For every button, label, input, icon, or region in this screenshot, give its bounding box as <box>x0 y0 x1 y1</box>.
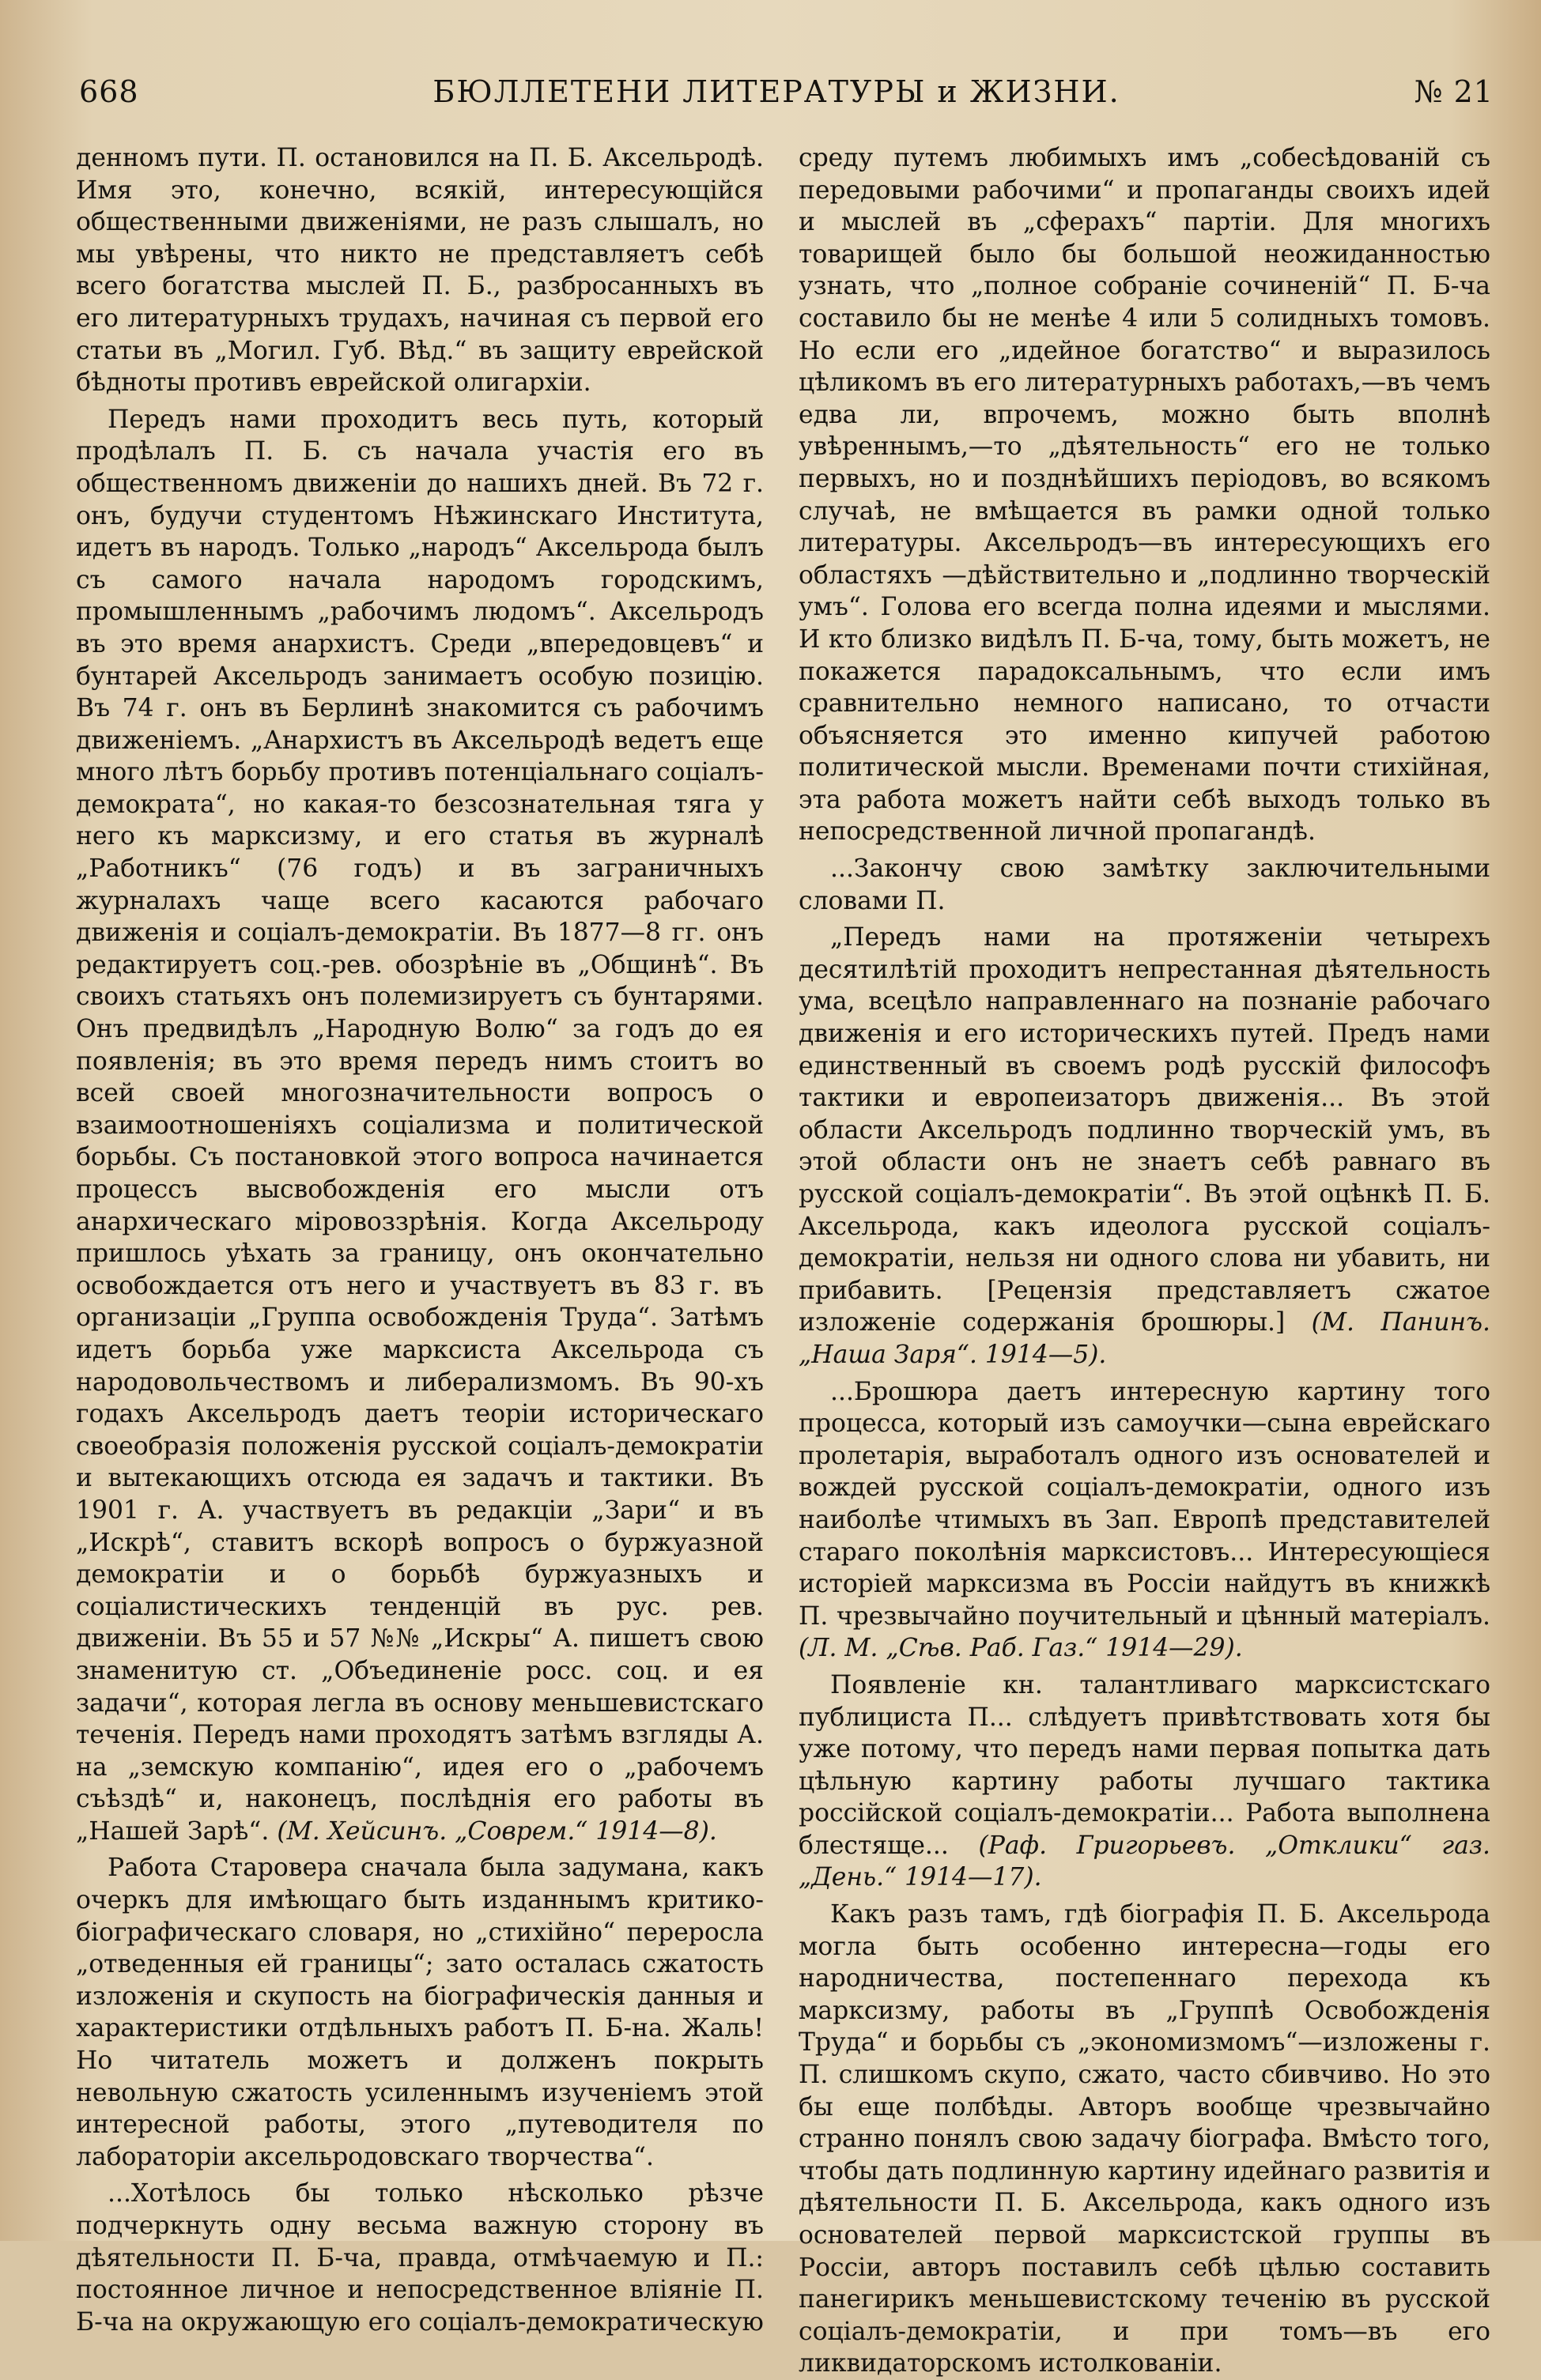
paragraph: ...Закончу свою замѣтку заключительными словами П. <box>799 854 1490 915</box>
issue-number: № 21 <box>1414 74 1494 109</box>
paragraph-text: Появленіе кн. талантливаго марксистскаго публициста П... слѣдуетъ привѣтствовать хотя бы уже потому, что передъ нами первая попытка дать цѣльную картину работы лучшаго тактика россійской соціалъ-демократіи... Работа выполнена блестяще... <box>799 1670 1490 1860</box>
right-column <box>799 142 1491 2378</box>
citation: (Раф. Григорьевъ. „Отклики“ газ. „День.“ 1914—17). <box>799 1831 1490 1892</box>
paragraph-text: Передъ нами проходитъ весь путь, который продѣлалъ П. Б. съ начала участія его въ общественномъ движеніи до нашихъ дней. Въ 72 г. онъ, будучи студентомъ Нѣжинскаго Института, идетъ въ народъ. Только „народъ“ Аксельрода былъ съ самого начала народомъ городскимъ, промышленнымъ „рабочимъ людомъ“. Аксельродъ въ это время анархистъ. Среди „впередовцевъ“ и бунтарей Аксельродъ занимаетъ особую позицію. Въ 74 г. онъ въ Берлинѣ знакомится съ рабочимъ движеніемъ. „Анархистъ въ Аксельродѣ ведетъ еще много лѣтъ борьбу противъ потенціальнаго соціалъ-демократа“, но какая-то безсознательная тяга у него къ марксизму, и его статья въ журналѣ „Работникъ“ (76 годъ) и въ заграничныхъ журналахъ чаще всего касаются рабочаго движенія и соціалъ-демократіи. Въ 1877—8 гг. онъ редактируетъ соц.-рев. обозрѣніе въ „Общинѣ“. Въ своихъ статьяхъ онъ полемизируетъ съ бунтарями. Онъ предвидѣлъ „Народную Волю“ за годъ до ея появленія; въ это время передъ нимъ стоитъ во всей своей многозначительности вопросъ о взаимоотношеніяхъ соціализма и политической борьбы. Съ постановкой этого вопроса начинается процессъ высвобожденія его мысли отъ анархическаго міровоззрѣнія. Когда Аксельроду пришлось уѣхать за границу, онъ окончательно освобождается отъ него и участвуетъ въ 83 г. въ организаціи „Группа освобожденія Труда“. Затѣмъ идетъ борьба уже марксиста Аксельрода съ народовольчествомъ и либерализмомъ. Въ 90-хъ годахъ Аксельродъ даетъ теоріи историческаго своеобразія положенія русской соціалъ-демократіи и вытекающихъ отсюда ея задачъ и тактики. Въ 1901 г. А. участвуетъ въ редакціи „Зари“ и въ „Искрѣ“, ставитъ вскорѣ вопросъ о буржуазной демократіи и о борьбѣ буржуазныхъ и соціалистическихъ тенденцій въ рус. рев. движеніи. Въ 55 и 57 №№ „Искры“ А. пишетъ свою знаменитую ст. „Объединеніе росс. соц. и ея задачи“, которая легла въ основу меньшевистскаго теченія. Передъ нами проходятъ затѣмъ взгляды А. на „земскую компанію“, идея его о „рабочемъ съѣздѣ“ и, наконецъ, послѣднія его работы въ „Нашей Зарѣ“. <box>76 405 764 1846</box>
paragraph: ...Хотѣлось бы только нѣсколько рѣзче подчеркнуть одну весьма важную сторону въ дѣятельности П. Б-ча, правда, отмѣчаемую и П.: постоянное личное и непосредственное вліяніе П. Б-ча на окружающую его соціалъ-демократическую <box>76 2179 764 2337</box>
journal-title: БЮЛЛЕТЕНИ ЛИТЕРАТУРЫ и ЖИЗНИ. <box>432 74 1120 109</box>
paragraph-text: ...Брошюра даетъ интересную картину того процесса, который изъ самоучки—сына еврейскаго пролетарія, выработалъ одного изъ основателей и вождей русской соціалъ-демократіи, одного изъ наиболѣе чтимыхъ въ Зап. Европѣ представителей стараго поколѣнія марксистовъ... Интересующіеся исторіей марксизма въ Россіи найдутъ въ книжкѣ П. чрезвычайно поучительный и цѣнный матеріалъ. <box>799 1377 1490 1631</box>
page-number: 668 <box>79 74 139 109</box>
paragraph: денномъ пути. П. остановился на П. Б. Аксельродѣ. Имя это, конечно, всякій, интересующійся общественными движеніями, не разъ слышалъ, но мы увѣрены, что никто не представляетъ себѣ всего богатства мыслей П. Б., разбросанныхъ въ его литературныхъ трудахъ, начиная съ первой его статьи въ „Могил. Губ. Вѣд.“ въ защиту еврейской бѣдноты противъ еврейской олигархіи. <box>76 144 764 398</box>
paragraph <box>799 1376 1490 1665</box>
citation: (Л. М. „Сѣв. Раб. Газ.“ 1914—29). <box>799 1634 1243 1663</box>
paragraph-text: „Передъ нами на протяженіи четырехъ десятилѣтій проходитъ непрестанная дѣятельность ума, всецѣло направленнаго на познаніе рабочаго движенія и его историческихъ путей. Предъ нами единственный въ своемъ родѣ русскій философъ тактики и европеизаторъ движенія... Въ этой области Аксельродъ подлинно творческій умъ, въ этой области онъ не знаетъ себѣ равнаго въ русской соціалъ-демократіи“. Въ этой оцѣнкѣ П. Б. Аксельрода, какъ идеолога русской соціалъ-демократіи, нельзя ни одного слова ни убавить, ни прибавить. [Рецензія представляетъ сжатое изложеніе содержанія брошюры.] <box>799 923 1490 1337</box>
paragraph: среду путемъ любимыхъ имъ „собесѣдованій съ передовыми рабочими“ и пропаганды своихъ идей и мыслей въ „сферахъ“ партіи. Для многихъ товарищей было бы большой неожиданностью узнать, что „полное собраніе сочиненій“ П. Б-ча составило бы не менѣе 4 или 5 солидныхъ томовъ. Но если его „идейное богатство“ и выразилось цѣликомъ въ его литературныхъ работахъ,—въ чемъ едва ли, впрочемъ, можно быть вполнѣ увѣреннымъ,—то „дѣятельность“ его не только первыхъ, но и позднѣйшихъ періодовъ, во всякомъ случаѣ, не вмѣщается въ рамки одной только литературы. Аксельродъ—въ интересующихъ его областяхъ —дѣйствительно и „подлинно творческій умъ“. Голова его всегда полна идеями и мыслями. И кто близко видѣлъ П. Б-ча, тому, быть можетъ, не покажется парадоксальнымъ, что если имъ сравнительно немного написано, то отчасти объясняется это именно кипучей работою политической мысли. Временами почти стихійная, эта работа можетъ найти себѣ выходъ только въ непосредственной личной пропагандѣ. <box>799 144 1490 847</box>
paragraph <box>76 404 764 1848</box>
paragraph <box>799 922 1490 1371</box>
paragraph <box>799 1669 1490 1894</box>
citation: (М. Панинъ. „Наша Заря“. 1914—5). <box>799 1308 1491 1369</box>
citation: (М. Хейсинъ. „Соврем.“ 1914—8). <box>277 1816 717 1846</box>
paragraph: Какъ разъ тамъ, гдѣ біографія П. Б. Аксельрода могла быть особенно интересна—годы его народничества, постепеннаго перехода къ марксизму, работы въ „Группѣ Освобожденія Труда“ и борьбы съ „экономизмомъ“—изложены г. П. слишкомъ скупо, сжато, часто сбивчиво. Но это бы еще полбѣды. Авторъ вообще чрезвычайно странно понялъ свою задачу біографа. Вмѣсто того, чтобы дать подлинную картину идейнаго развитія и дѣятельности П. Б. Аксельрода, какъ одного изъ основателей первой марксистской группы въ Россіи, авторъ поставилъ себѣ цѣлью составить панегирикъ меньшевистскому теченію въ русской соціалъ-демократіи, и при томъ—въ его ликвидаторскомъ истолкованіи. <box>799 1900 1490 2378</box>
left-column <box>76 142 764 2337</box>
paragraph: Работа Староверa сначала была задумана, какъ очеркъ для имѣющаго быть изданнымъ критико-біографическаго словаря, но „стихійно“ переросла „отведенныя ей границы“; зато осталась сжатость изложенія и скупость на біографическія данныя и характеристики отдѣльныхъ работъ П. Б-на. Жаль! Но читатель можетъ и долженъ покрыть невольную сжатость усиленнымъ изученіемъ этой интересной работы, этого „путеводителя по лабораторіи аксельродовскаго творчества“. <box>76 1854 764 2171</box>
running-header <box>79 68 1494 115</box>
